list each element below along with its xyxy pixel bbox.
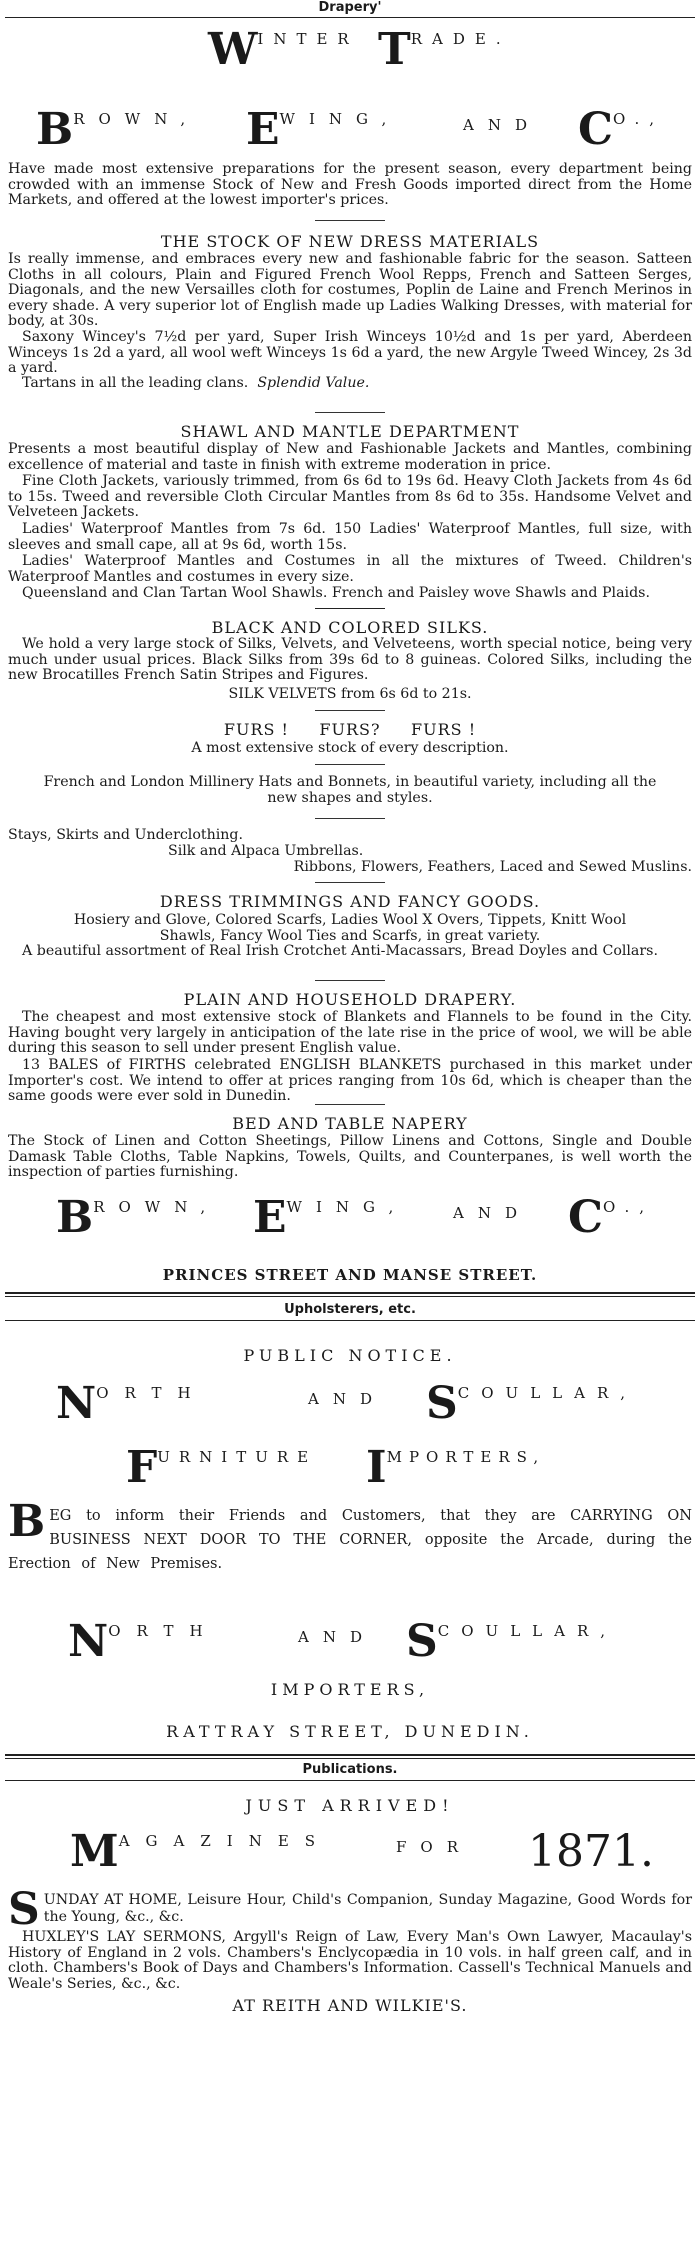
- year: 1871.: [528, 1826, 654, 1877]
- n-rest: ORTH: [108, 1622, 219, 1640]
- n-initial: N: [56, 1378, 97, 1429]
- divider: [5, 17, 695, 18]
- dropcap-b: B: [8, 1496, 46, 1547]
- short-rule: [315, 818, 385, 819]
- i-rest: MPORTERS,: [386, 1448, 546, 1466]
- stays-line: Stays, Skirts and Underclothing.: [8, 827, 243, 843]
- north-scoullar-heading: [8, 1378, 692, 1432]
- f-rest: URNITURE: [157, 1448, 318, 1466]
- furs-heading: FURS ! FURS? FURS !: [223, 720, 477, 739]
- c-initial: C: [568, 1192, 604, 1243]
- e-rest: WING,: [279, 110, 401, 128]
- s-initial: S: [406, 1616, 438, 1667]
- just-arrived: JUST ARRIVED!: [245, 1796, 455, 1815]
- and-word: AND: [308, 1390, 386, 1408]
- and-word: AND: [298, 1628, 376, 1646]
- public-notice: PUBLIC NOTICE.: [243, 1346, 457, 1365]
- b-rest: ROWN,: [73, 110, 200, 128]
- silks-heading: BLACK AND COLORED SILKS.: [211, 618, 489, 637]
- furniture-importers-heading: [8, 1442, 692, 1496]
- short-rule: [315, 882, 385, 883]
- for-word: FOR: [396, 1838, 472, 1856]
- shawl-paragraph-1: Presents a most beautiful display of New and Fashionable Jackets and Mantles, combining excellence of material and taste in finish with extreme moderation in price.: [8, 441, 692, 473]
- winter-rest: INTER: [257, 30, 359, 48]
- magazines-heading: [8, 1826, 692, 1880]
- short-rule: [315, 764, 385, 765]
- b-initial: B: [36, 104, 74, 155]
- silk-velvets: SILK VELVETS from 6s 6d to 21s.: [228, 686, 472, 702]
- dropcap-s: S: [8, 1884, 40, 1935]
- dress-paragraph-3: [8, 376, 692, 392]
- plain-heading: PLAIN AND HOUSEHOLD DRAPERY.: [183, 990, 517, 1009]
- b-rest: ROWN,: [93, 1198, 220, 1216]
- sunday-text: UNDAY AT HOME, Leisure Hour, Child's Companion, Sunday Magazine, Good Words for the Young, &c., &c.: [43, 1892, 692, 1925]
- i-initial: I: [366, 1442, 387, 1493]
- m-initial: M: [70, 1826, 119, 1877]
- trimmings-paragraph-1: Hosiery and Glove, Colored Scarfs, Ladies Wool X Overs, Tippets, Knitt Wool Shawls, Fancy Wool Ties and Scarfs, in great variety.: [73, 912, 627, 944]
- short-rule: [315, 710, 385, 711]
- millinery-text: French and London Millinery Hats and Bonnets, in beautiful variety, including all the new shapes and styles.: [43, 774, 657, 806]
- and-word: AND: [453, 1204, 531, 1222]
- winter-trade-heading: [8, 24, 692, 78]
- b-initial: B: [56, 1192, 94, 1243]
- divider: [5, 1292, 695, 1294]
- north-address: RATTRAY STREET, DUNEDIN.: [166, 1722, 534, 1741]
- dress-paragraph-2: Saxony Wincey's 7½d per yard, Super Irish Winceys 10½d and 1s per yard, Aberdeen Winceys 1s 2d a yard, all wool weft Winceys 1s 6d a yard, the new Argyle Tweed Wincey, 2s 3d a yard.: [8, 329, 692, 377]
- bed-heading: BED AND TABLE NAPERY: [232, 1114, 468, 1133]
- section-upholsterers: Upholsterers, etc.: [284, 1302, 416, 1317]
- trade-rest: RADE.: [410, 30, 511, 48]
- c-initial: C: [578, 104, 614, 155]
- silks-paragraph: We hold a very large stock of Silks, Velvets, and Velveteens, worth special notice, being very much under usual prices. Black Silks from 39s 6d to 8 guineas. Colored Silks, including the new Brocatilles French Satin Stripes and Figures.: [8, 636, 692, 684]
- ribbons-line: Ribbons, Flowers, Feathers, Laced and Sewed Muslins.: [293, 859, 692, 875]
- shawl-paragraph-2: Fine Cloth Jackets, variously trimmed, from 6s 6d to 19s 6d. Heavy Cloth Jackets from 4s 6d to 15s. Tweed and reversible Cloth Circular Mantles from 8s 6d to 35s. Handsome Velvet and Velveteen Jackets.: [8, 473, 692, 521]
- c-rest: O.,: [613, 110, 664, 128]
- e-initial: E: [246, 104, 280, 155]
- plain-paragraph-2: 13 BALES of FIRTHS celebrated ENGLISH BLANKETS purchased in this market under Importer's cost. We intend to offer at prices ranging from 10s 6d, which is cheaper than the same goods were ever sold in Dunedin.: [8, 1057, 692, 1105]
- bed-paragraph: The Stock of Linen and Cotton Sheetings, Pillow Linens and Cottons, Single and Double Damask Table Cloths, Table Napkins, Towels, Quilts, and Counterpanes, is well worth the inspection of parties furnishing.: [8, 1133, 692, 1181]
- shawl-paragraph-5: Queensland and Clan Tartan Wool Shawls. French and Paisley wove Shawls and Plaids.: [22, 585, 650, 601]
- e-initial: E: [253, 1192, 287, 1243]
- intro-paragraph: Have made most extensive preparations for the present season, every department being crowded with an immense Stock of New and Fresh Goods imported direct from the Home Markets, and offered at the lowest importer's prices.: [8, 161, 692, 209]
- trade-initial: T: [378, 24, 411, 75]
- s-rest: COULLAR,: [437, 1622, 618, 1640]
- section-publications: Publications.: [302, 1762, 398, 1777]
- tartans-text: Tartans in all the leading clans.: [22, 375, 249, 391]
- beg-text: EG to inform their Friends and Customers, that they are CARRYING ON BUSINESS NEXT DOOR TO THE CORNER, opposite the Arcade, during the Erection of New Premises.: [8, 1508, 692, 1572]
- trimmings-paragraph-2: A beautiful assortment of Real Irish Crotchet Anti-Macassars, Bread Doyles and Collars.: [22, 943, 658, 959]
- and-word: AND: [463, 116, 541, 134]
- furs-text: A most extensive stock of every description.: [191, 740, 509, 756]
- short-rule: [315, 980, 385, 981]
- splendid-value: Splendid Value.: [257, 375, 370, 391]
- shawl-paragraph-3: Ladies' Waterproof Mantles from 7s 6d. 150 Ladies' Waterproof Mantles, full size, with sleeves and small cape, all at 9s 6d, worth 15s.: [8, 521, 692, 553]
- divider: [5, 1296, 695, 1297]
- divider: [5, 1780, 695, 1781]
- short-rule: [315, 412, 385, 413]
- dress-heading: THE STOCK OF NEW DRESS MATERIALS: [160, 232, 540, 251]
- sunday-paragraph: [8, 1884, 692, 1935]
- n-rest: ORTH: [96, 1384, 207, 1402]
- north-scoullar-signature: [8, 1616, 692, 1670]
- section-drapery: Drapery': [318, 0, 382, 15]
- beg-paragraph: [8, 1496, 692, 1576]
- c-rest: O.,: [603, 1198, 654, 1216]
- brown-ewing-heading: [8, 104, 692, 158]
- s-initial: S: [426, 1378, 458, 1429]
- s-rest: COULLAR,: [457, 1384, 638, 1402]
- m-rest: AGAZINES: [118, 1832, 332, 1850]
- n-initial: N: [68, 1616, 109, 1667]
- brown-address: PRINCES STREET AND MANSE STREET.: [162, 1266, 538, 1284]
- importers-line: IMPORTERS,: [270, 1680, 430, 1699]
- divider: [5, 1320, 695, 1321]
- divider: [5, 1758, 695, 1759]
- e-rest: WING,: [286, 1198, 408, 1216]
- f-initial: F: [126, 1442, 158, 1493]
- umbrellas-line: Silk and Alpaca Umbrellas.: [168, 843, 364, 859]
- shawl-heading: SHAWL AND MANTLE DEPARTMENT: [180, 422, 520, 441]
- divider: [5, 1754, 695, 1756]
- brown-ewing-signature: [8, 1192, 692, 1246]
- plain-paragraph-1: The cheapest and most extensive stock of Blankets and Flannels to be found in the City. Having bought very largely in anticipation of the late rise in the price of wool, we will be able during this season to sell under present English value.: [8, 1009, 692, 1057]
- trimmings-heading: DRESS TRIMMINGS AND FANCY GOODS.: [159, 892, 541, 911]
- reith-wilkie: AT REITH AND WILKIE'S.: [232, 1996, 468, 2015]
- winter-initial: W: [208, 24, 258, 75]
- short-rule: [315, 1104, 385, 1105]
- huxley-paragraph: HUXLEY'S LAY SERMONS, Argyll's Reign of Law, Every Man's Own Lawyer, Macaulay's History of England in 2 vols. Chambers's Enclycopædia in 10 vols. in half green calf, and in cloth. Chambers's Book of Days and Chambers's Information. Cassell's Technical Manuels and Weale's Series, &c., &c.: [8, 1929, 692, 1992]
- shawl-paragraph-4: Ladies' Waterproof Mantles and Costumes in all the mixtures of Tweed. Children's Waterproof Mantles and costumes in every size.: [8, 553, 692, 585]
- short-rule: [315, 608, 385, 609]
- short-rule: [315, 220, 385, 221]
- dress-paragraph-1: Is really immense, and embraces every new and fashionable fabric for the season. Satteen Cloths in all colours, Plain and Figured French Wool Repps, French and Satteen Serges, Diagonals, and the new Versailles cloth for costumes, Poplin de Laine and French Merinos in every shade. A very superior lot of English made up Ladies Walking Dresses, with material for body, at 30s.: [8, 251, 692, 330]
